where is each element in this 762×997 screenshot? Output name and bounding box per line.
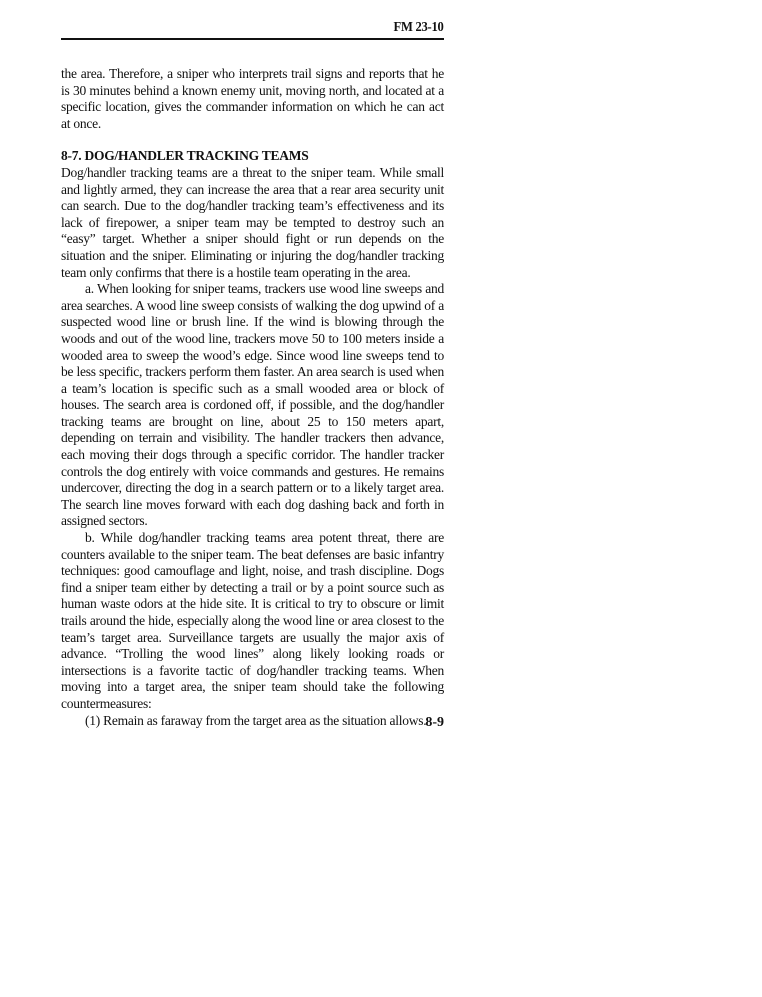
- manual-id: FM 23-10: [394, 20, 444, 35]
- page-header: [61, 20, 444, 40]
- page-body: [61, 66, 444, 729]
- paragraph-a: a. When looking for sniper teams, trackers use wood line sweeps and area searches. A wood line sweep consists of walking the dog upwind of a suspected wood line or brush line. If the wind is blowing through the woods and out of the wood line, trackers move 50 to 100 meters inside a wooded area to sweep the wood’s edge. Since wood line sweeps tend to be less specific, trackers perform them faster. An area search is used when a team’s location is specific such as a small wooded area or block of houses. The search area is cordoned off, if possible, and the dog/handler tracking teams are brought on line, about 25 to 150 meters apart, depending on terrain and visibility. The handler trackers then advance, each moving their dogs through a specific corridor. The handler tracker controls the dog entirely with voice commands and gestures. He remains undercover, directing the dog in a search pattern or to a likely target area. The search line moves forward with each dog dashing back and forth in assigned sectors.: [61, 281, 444, 529]
- page-number: 8-9: [425, 715, 444, 730]
- list-item-1: (1) Remain as faraway from the target area as the situation allows.: [85, 712, 427, 728]
- header-rule: [61, 38, 444, 40]
- section-intro-paragraph: Dog/handler tracking teams are a threat to the sniper team. While small and lightly armed, they can increase the area that a rear area security unit can search. Due to the dog/handler tracking team’s effectiveness and its lack of firepower, a sniper team may be tempted to destroy such an “easy” target. Whether a sniper should fight or run depends on the situation and the sniper. Eliminating or injuring the dog/handler tracking team only confirms that there is a hostile team operating in the area.: [61, 164, 444, 280]
- intro-paragraph: the area. Therefore, a sniper who interprets trail signs and reports that he is 30 minutes behind a known enemy unit, moving north, and located at a specific location, gives the commander information on which he can act at once.: [61, 66, 444, 131]
- section-heading: 8-7. DOG/HANDLER TRACKING TEAMS: [61, 148, 309, 164]
- paragraph-spacer: [61, 132, 444, 148]
- paragraph-b: b. While dog/handler tracking teams area potent threat, there are counters available to the sniper team. The beat defenses are basic infantry techniques: good camouflage and light, noise, and trash discipline. Dogs find a sniper team either by detecting a trail or by a point source such as human waste odors at the hide site. It is critical to try to obscure or limit trails around the hide, especially along the wood line or area closest to the team’s target area. Surveillance targets are usually the major axis of advance. “Trolling the wood lines” along likely looking roads or intersections is a favorite tactic of dog/handler tracking teams. When moving into a target area, the sniper team should take the following countermeasures:: [61, 530, 444, 711]
